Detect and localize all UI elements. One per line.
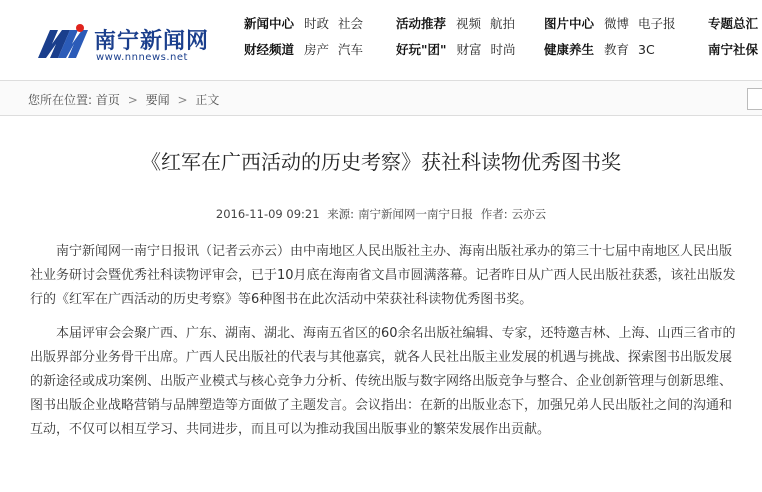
- nav-group-news: [244, 14, 368, 32]
- article-paragraph: 南宁新闻网一南宁日报讯（记者云亦云）由中南地区人民出版社主办、海南出版社承办的第三十七届中南地区人民出版社业务研讨会暨优秀社科读物评审会，已于10月底在海南省文昌市圆满落幕。记者昨日从广西人民出版社获悉，该社出版发行的《红军在广西活动的历史考察》等6种图书在此次活动中荣获社科读物优秀图书奖。: [30, 244, 736, 307]
- search-input[interactable]: [747, 88, 762, 110]
- nav-group-fun: [396, 40, 521, 58]
- nav-item-group-buy[interactable]: 好玩"团": [396, 42, 447, 57]
- nav-item-auto[interactable]: 汽车: [338, 42, 364, 57]
- article-title: 《红军在广西活动的历史考察》获社科读物优秀图书奖: [141, 150, 621, 174]
- nav-item-realestate[interactable]: 房产: [304, 42, 330, 57]
- site-logo[interactable]: [36, 18, 226, 68]
- breadcrumb-bar: [0, 80, 762, 116]
- breadcrumb-prefix: 您所在位置:: [28, 93, 93, 107]
- article-paragraph: 本届评审会会聚广西、广东、湖南、湖北、海南五省区的60余名出版社编辑、专家，还特邀吉林、上海、山西三省市的出版界部分业务骨干出席。广西人民出版社的代表与其他嘉宾，就各人民社出版主业发展的机遇与挑战、探索图书出版发展的新途径或成功案例、出版产业模式与核心竞争力分析、传统出版与数字网络出版竞争与整合、企业创新管理与创新思维、图书出版企业战略营销与品牌塑造等方面做了主题发言。会议指出：在新的出版业态下，加强兄弟人民出版社之间的沟通和互动，不仅可以相互学习、共同进步，而且可以为推动我国出版事业的繁荣发展作出贡献。: [30, 326, 736, 437]
- nav-item-health[interactable]: 健康养生: [544, 42, 595, 57]
- logo-text: 南宁新闻网: [94, 29, 210, 54]
- article-source: 南宁新闻网一南宁日报: [358, 207, 474, 221]
- source-label: 来源:: [327, 207, 355, 221]
- breadcrumb-separator: >: [127, 93, 138, 107]
- nav-group-topics: [708, 14, 762, 32]
- nav-item-politics[interactable]: 时政: [304, 16, 330, 31]
- nav-group-finance: [244, 40, 368, 58]
- nav-group-social-security: [708, 40, 762, 58]
- nav-item-topics[interactable]: 专题总汇: [708, 16, 759, 31]
- nav-item-finance[interactable]: 财经频道: [244, 42, 295, 57]
- nav-item-society[interactable]: 社会: [338, 16, 364, 31]
- nav-item-3c[interactable]: 3C: [638, 42, 655, 57]
- nav-item-events[interactable]: 活动推荐: [396, 16, 447, 31]
- site-header: [0, 0, 762, 78]
- nav-item-education[interactable]: 教育: [604, 42, 630, 57]
- nav-item-news-center[interactable]: 新闻中心: [244, 16, 295, 31]
- article-body: [30, 240, 740, 452]
- logo-url: www.nnnews.net: [96, 52, 188, 63]
- nav-group-health: [544, 40, 660, 58]
- nav-item-epaper[interactable]: 电子报: [638, 16, 676, 31]
- breadcrumb-current: 正文: [195, 93, 220, 107]
- nav-item-fashion[interactable]: 时尚: [490, 42, 516, 57]
- breadcrumb-headlines[interactable]: 要闻: [145, 93, 170, 107]
- nav-item-aerial[interactable]: 航拍: [490, 16, 516, 31]
- article-meta: [0, 206, 762, 222]
- author-label: 作者:: [480, 207, 508, 221]
- nav-item-social-security[interactable]: 南宁社保: [708, 42, 759, 57]
- breadcrumb: [28, 91, 219, 108]
- nav-item-video[interactable]: 视频: [456, 16, 482, 31]
- nav-item-picture-center[interactable]: 图片中心: [544, 16, 595, 31]
- nav-group-pictures: [544, 14, 681, 32]
- article-date: 2016-11-09 09:21: [215, 207, 320, 221]
- breadcrumb-separator: >: [177, 93, 188, 107]
- breadcrumb-home[interactable]: 首页: [95, 93, 120, 107]
- nav-item-wealth[interactable]: 财富: [456, 42, 482, 57]
- nn-logo-icon: [36, 22, 88, 62]
- nav-item-weibo[interactable]: 微博: [604, 16, 630, 31]
- article-author: 云亦云: [511, 207, 547, 221]
- nav-group-events: [396, 14, 520, 32]
